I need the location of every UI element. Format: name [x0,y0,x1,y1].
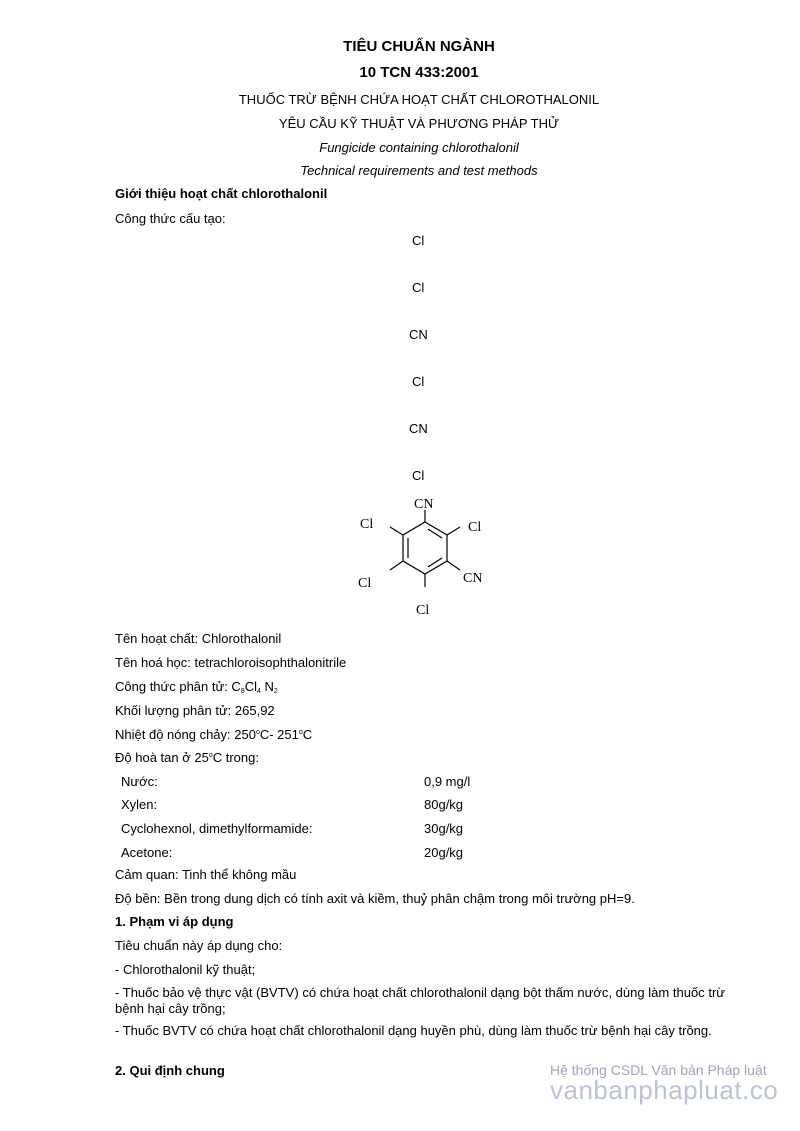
structure-text-item: Cl [412,280,425,295]
section1-item: - Chlorothalonil kỹ thuật; [115,962,256,977]
structure-text-item: CN [409,327,428,342]
solvent-name: Cyclohexnol, dimethylformamide: [121,821,313,836]
structure-text-item: Cl [412,233,425,248]
section1-intro: Tiêu chuẩn này áp dụng cho: [115,938,283,953]
watermark-line2: vanbanphapluat.co [550,1075,779,1105]
molecular-mass: Khối lượng phân tử: 265,92 [115,703,275,718]
structure-text-item: CN [409,421,428,436]
melting-point: Nhiệt độ nóng chảy: 250$^o$C- 251$^o$C [115,727,313,742]
appearance: Cảm quan: Tinh thể không mầu [115,867,297,882]
solvent-name: Xylen: [121,797,158,812]
structure-label: Công thức cấu tạo: [115,211,226,226]
structure-text-item: Cl [412,374,425,389]
label-lower-right: CN [463,571,483,586]
label-bottom: Cl [416,603,430,617]
title-vi-line1: THUỐC TRỪ BỆNH CHỨA HOẠT CHẤT CHLOROTHALONIL [238,92,600,107]
title-vi-line2: YÊU CẦU KỸ THUẬT VÀ PHƯƠNG PHÁP THỬ [278,116,560,131]
solvent-name: Nước: [121,774,158,789]
title-en-line2: Technical requirements and test methods [300,163,538,178]
solubility-value: 30g/kg [424,821,464,836]
chlorothalonil-structure-diagram [350,492,500,617]
solvent-name: Acetone: [121,845,173,860]
label-upper-right: Cl [468,520,482,535]
section2-heading: 2. Qui định chung [115,1063,225,1078]
intro-heading: Giới thiệu hoạt chất chlorothalonil [115,186,328,201]
document-code: 10 TCN 433:2001 [359,64,479,81]
chemical-name: Tên hoá học: tetrachloroisophthalonitrile [115,655,347,670]
solubility-value: 0,9 mg/l [424,774,471,789]
active-name: Tên hoạt chất: Chlorothalonil [115,631,282,646]
watermark-line1: Hệ thống CSDL Văn bản Pháp luật [550,1062,767,1078]
solubility-value: 80g/kg [424,797,464,812]
label-top: CN [414,497,434,512]
label-lower-left: Cl [358,576,372,591]
label-upper-left: Cl [360,517,374,532]
section1-item: - Thuốc BVTV có chứa hoạt chất chlorothalonil dạng huyền phù, dùng làm thuốc trừ bệnh hại cây trồng. [115,1023,712,1038]
structure-text-item: Cl [412,468,425,483]
document-title: TIÊU CHUẨN NGÀNH [343,38,495,55]
solubility-heading: Độ hoà tan ở 25$^o$C trong: [115,750,259,765]
solubility-value: 20g/kg [424,845,464,860]
section1-item: - Thuốc bảo vệ thực vật (BVTV) có chứa hoạt chất chlorothalonil dạng bột thấm nước, dùng làm thuốc trừ bệnh hại cây trồng; [115,985,725,1016]
molecular-formula: Công thức phân tử: $C_8Cl_4$ $N_2$ [115,679,278,695]
stability: Độ bền: Bền trong dung dịch có tính axit và kiềm, thuỷ phân chậm trong môi trường pH=9. [115,891,635,906]
benzene-ring [403,522,447,574]
section1-heading: 1. Phạm vi áp dụng [115,914,234,929]
title-en-line1: Fungicide containing chlorothalonil [319,140,519,155]
